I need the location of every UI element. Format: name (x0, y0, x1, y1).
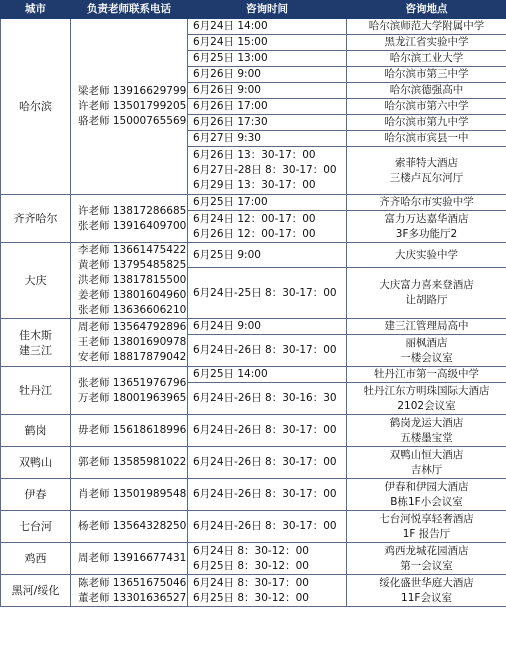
contact-cell-line: 张老师 13916409700 (78, 219, 187, 232)
place-cell (347, 35, 506, 51)
contact-cell-line: 骆老师 15000765569 (78, 115, 187, 127)
time-cell-line: 6月27日-28日 8：30-17：00 (193, 164, 337, 176)
time-cell (188, 367, 347, 383)
contact-cell (71, 447, 188, 479)
table-row (1, 575, 506, 607)
place-cell (347, 415, 506, 447)
contact-cell (71, 195, 188, 243)
city-cell (1, 195, 71, 243)
place-cell-line: 富力万达嘉华酒店 (384, 212, 469, 225)
table-row (1, 243, 506, 268)
contact-cell-line: 张老师 13636606210 (78, 304, 187, 316)
city-cell (1, 511, 71, 543)
contact-cell (71, 367, 188, 415)
place-cell-line: 让胡路厅 (405, 294, 448, 307)
place-cell-line: 吉林厅 (410, 463, 443, 476)
table-row (1, 195, 506, 211)
place-cell-line: 伊春和伊园大酒店 (384, 480, 469, 493)
city-cell (1, 575, 71, 607)
contact-cell-line: 郭老师 13585981022 (78, 456, 187, 468)
time-cell-line: 6月24日 15:00 (193, 36, 268, 48)
time-cell (188, 131, 347, 147)
time-cell-line: 6月24日 12：00-17：00 (193, 212, 316, 225)
city-cell-line: 齐齐哈尔 (13, 212, 58, 225)
place-cell (347, 83, 506, 99)
place-cell (347, 67, 506, 83)
time-cell-line: 6月24日 8：30-12：00 (193, 544, 309, 557)
contact-cell-line: 杨老师 13564328250 (78, 520, 187, 532)
contact-cell (71, 479, 188, 511)
place-cell-line: 鸡西龙城花园酒店 (384, 544, 469, 557)
city-cell (1, 367, 71, 415)
city-cell-line: 哈尔滨 (19, 100, 52, 113)
place-cell-line: 三楼卢瓦尔河厅 (389, 171, 464, 184)
contact-cell (71, 543, 188, 575)
header-place: 咨询地点 (347, 1, 506, 19)
city-cell (1, 447, 71, 479)
time-cell-line: 6月25日 14:00 (193, 368, 268, 380)
time-cell-line: 6月24日-26日 8：30-17：00 (193, 344, 337, 356)
contact-cell-line: 安老师 18817879042 (78, 351, 187, 363)
time-cell (188, 543, 347, 575)
place-cell-line: 丽枫酒店 (405, 336, 448, 349)
time-cell (188, 35, 347, 51)
city-cell-line: 建三江 (19, 343, 52, 357)
time-cell (188, 195, 347, 211)
table-row (1, 415, 506, 447)
place-cell (347, 319, 506, 335)
place-cell-line: 哈尔滨市宾县一中 (384, 132, 469, 144)
place-cell (347, 131, 506, 147)
contact-cell-line: 李老师 13661475422 (78, 244, 187, 256)
time-cell (188, 243, 347, 268)
contact-cell-line: 周老师 13564792896 (78, 321, 187, 333)
place-cell-line: 哈尔滨师范大学附属中学 (368, 20, 485, 32)
place-cell-line: 建三江管理局高中 (384, 320, 469, 332)
time-cell (188, 51, 347, 67)
city-cell (1, 243, 71, 319)
time-cell-line: 6月26日 17:00 (193, 100, 268, 112)
contact-cell (71, 575, 188, 607)
time-cell (188, 147, 347, 195)
contact-cell (71, 243, 188, 319)
place-cell (347, 479, 506, 511)
place-cell-line: 2102会议室 (397, 399, 456, 412)
place-cell-line: 哈尔滨市第三中学 (384, 68, 469, 80)
time-cell (188, 67, 347, 83)
header-contact: 负责老师联系电话 (71, 1, 188, 19)
contact-cell-line: 万老师 18001963965 (78, 391, 187, 404)
time-cell-line: 6月26日 13：30-17：00 (193, 149, 316, 161)
contact-cell-line: 周老师 13916677431 (78, 552, 187, 564)
time-cell-line: 6月29日 13：30-17：00 (193, 179, 316, 191)
place-cell-line: 七台河悦享轻奢酒店 (379, 512, 474, 525)
contact-cell-line: 姜老师 13801604960 (78, 289, 187, 301)
time-cell-line: 6月25日 8：30-12：00 (193, 559, 309, 572)
city-cell-line: 鹤岗 (24, 424, 47, 437)
city-cell-line: 黑河/绥化 (11, 584, 60, 597)
place-cell-line: 3F多功能厅2 (395, 227, 458, 240)
place-cell-line: 双鸭山恒大酒店 (389, 448, 464, 461)
city-cell-line: 伊春 (24, 488, 47, 501)
place-cell-line: 五楼墨宝堂 (400, 431, 453, 444)
place-cell-line: 哈尔滨市第九中学 (384, 116, 469, 128)
time-cell-line: 6月24日-26日 8：30-17：00 (193, 456, 337, 468)
time-cell-line: 6月26日 9:00 (193, 84, 261, 96)
table-row (1, 447, 506, 479)
contact-cell (71, 319, 188, 367)
place-cell-line: 一楼会议室 (400, 351, 453, 364)
time-cell (188, 383, 347, 415)
contact-cell-line: 肖老师 13501989548 (78, 488, 187, 500)
place-cell (347, 211, 506, 243)
time-cell-line: 6月25日 17:00 (193, 196, 268, 208)
time-cell (188, 575, 347, 607)
contact-cell-line: 董老师 13301636527 (78, 591, 187, 604)
place-cell (347, 51, 506, 67)
header-city: 城市 (1, 1, 71, 19)
time-cell-line: 6月25日 9:00 (193, 248, 261, 261)
place-cell (347, 367, 506, 383)
place-cell (347, 511, 506, 543)
city-cell-line: 双鸭山 (19, 456, 52, 469)
contact-cell (71, 511, 188, 543)
place-cell-line: 哈尔滨市第六中学 (384, 100, 469, 112)
city-cell (1, 319, 71, 367)
place-cell (347, 447, 506, 479)
time-cell-line: 6月24日-25日 8：30-17：00 (193, 286, 337, 299)
place-cell (347, 195, 506, 211)
time-cell (188, 415, 347, 447)
table-row (1, 367, 506, 383)
contact-cell-line: 王老师 13801690978 (78, 336, 187, 348)
time-cell-line: 6月26日 12：00-17：00 (193, 227, 316, 240)
table-row (1, 511, 506, 543)
time-cell (188, 211, 347, 243)
city-cell (1, 543, 71, 575)
time-cell (188, 447, 347, 479)
place-cell (347, 575, 506, 607)
place-cell-line: 大庆富力喜来登酒店 (379, 279, 474, 292)
place-cell-line: 哈尔滨德强高中 (389, 84, 464, 96)
time-cell (188, 83, 347, 99)
city-cell-line: 七台河 (19, 520, 52, 533)
place-cell-line: 牡丹江东方明珠国际大酒店 (363, 384, 490, 397)
time-cell (188, 19, 347, 35)
place-cell (347, 147, 506, 195)
place-cell (347, 99, 506, 115)
place-cell-line: 鹤岗龙运大酒店 (389, 416, 464, 429)
contact-cell-line: 许老师 13817286685 (78, 204, 187, 217)
place-cell-line: 绥化盛世华庭大酒店 (379, 576, 474, 589)
place-cell-line: 索菲特大酒店 (395, 156, 458, 169)
time-cell-line: 6月26日 17:30 (193, 116, 268, 128)
place-cell (347, 115, 506, 131)
place-cell (347, 19, 506, 35)
contact-cell-line: 张老师 13651976796 (78, 376, 187, 389)
time-cell-line: 6月24日-26日 8：30-16：30 (193, 392, 337, 404)
table-row (1, 319, 506, 335)
table-row (1, 479, 506, 511)
place-cell-line: 大庆实验中学 (395, 248, 458, 261)
time-cell (188, 479, 347, 511)
time-cell-line: 6月24日-26日 8：30-17：00 (193, 424, 337, 436)
contact-cell-line: 黄老师 13795485825 (78, 259, 187, 271)
table-row (1, 543, 506, 575)
place-cell-line: 牡丹江市第一高级中学 (374, 368, 479, 380)
time-cell-line: 6月26日 9:00 (193, 68, 261, 80)
contact-cell-line: 洪老师 13817815500 (78, 274, 187, 286)
city-cell (1, 479, 71, 511)
place-cell (347, 543, 506, 575)
place-cell (347, 243, 506, 268)
city-cell-line: 佳木斯 (19, 328, 52, 342)
place-cell-line: 哈尔滨工业大学 (389, 52, 464, 64)
time-cell-line: 6月25日 8：30-12：00 (193, 591, 309, 604)
place-cell-line: 第一会议室 (400, 559, 453, 572)
contact-cell-line: 毋老师 15618618996 (78, 424, 187, 436)
schedule-body (1, 19, 506, 607)
place-cell (347, 335, 506, 367)
time-cell-line: 6月24日-26日 8：30-17：00 (193, 488, 337, 500)
header-row (1, 1, 506, 19)
contact-cell-line: 梁老师 13916629799 (78, 85, 187, 97)
time-cell (188, 319, 347, 335)
place-cell (347, 268, 506, 319)
place-cell-line: 齐齐哈尔市实验中学 (379, 196, 474, 208)
time-cell-line: 6月25日 13:00 (193, 52, 268, 64)
place-cell-line: 1F 报告厅 (402, 527, 451, 540)
place-cell-line: 黑龙江省实验中学 (384, 36, 469, 48)
time-cell-line: 6月24日-26日 8：30-17：00 (193, 520, 337, 532)
contact-cell-line: 许老师 13501799205 (78, 100, 187, 112)
time-cell (188, 335, 347, 367)
time-cell (188, 268, 347, 319)
city-cell (1, 415, 71, 447)
contact-cell-line: 陈老师 13651675046 (78, 576, 187, 589)
header-time: 咨询时间 (188, 1, 347, 19)
time-cell (188, 115, 347, 131)
place-cell-line: B栋1F小会议室 (390, 495, 463, 508)
city-cell-line: 牡丹江 (19, 384, 52, 397)
city-cell-line: 大庆 (24, 274, 47, 287)
time-cell-line: 6月24日 8：30-17：00 (193, 576, 309, 589)
city-cell (1, 19, 71, 195)
contact-cell (71, 415, 188, 447)
table-row (1, 19, 506, 35)
time-cell-line: 6月24日 14:00 (193, 20, 268, 32)
time-cell-line: 6月27日 9:30 (193, 132, 261, 144)
time-cell-line: 6月24日 9:00 (193, 320, 261, 332)
place-cell (347, 383, 506, 415)
place-cell-line: 11F会议室 (401, 591, 452, 604)
time-cell (188, 99, 347, 115)
contact-cell (71, 19, 188, 195)
time-cell (188, 511, 347, 543)
city-cell-line: 鸡西 (24, 552, 47, 565)
